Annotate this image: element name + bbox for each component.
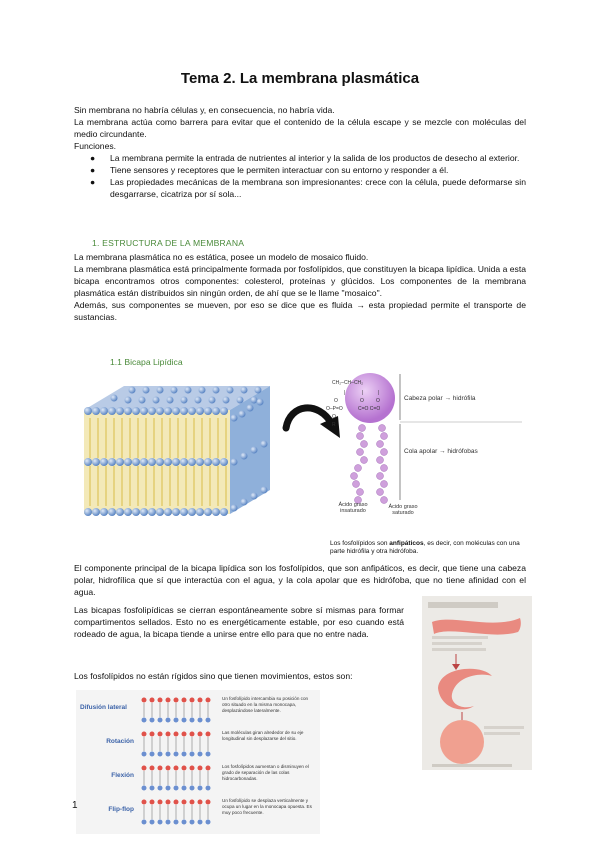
functions-list xyxy=(74,152,526,200)
svg-text:|: | xyxy=(362,390,364,396)
section-structure-text xyxy=(74,251,526,323)
intro-block xyxy=(74,104,526,200)
unsaturated-label: Ácido graso insaturado xyxy=(338,502,368,514)
svg-text:O: O xyxy=(332,414,336,420)
intro-paragraph-2: La membrana actúa como barrera para evitar que el contenido de la célula escape y se mezcle con moléculas del medio circundante. xyxy=(74,117,526,139)
svg-text:O: O xyxy=(360,398,364,404)
page-number: 1 xyxy=(72,800,78,811)
subsection-heading-bilayer: 1.1 Bicapa Lipídica xyxy=(110,357,183,367)
bilayer-paragraph-1: El componente principal de la bicapa lipídica son los fosfolípidos, que son anfipáticos, es decir, que tiene una cabeza polar, hidrofílica que sí que interactúa con el agua, y la cola apolar que es hidrófoba, que no tiene afinidad con el agua. xyxy=(74,563,526,597)
bilayer-paragraph-2: Las bicapas fosfolipídicas se cierran espontáneamente sobre sí mismas para formar compartimentos sellados. Esto no es energéticamente estable, por eso cuando está rodeado de agua, la bicapa tiende a unirse entre ello para que no entre nada. xyxy=(74,605,404,639)
movement-name: Rotación xyxy=(106,738,134,745)
svg-text:CH₂–CH–CH₂: CH₂–CH–CH₂ xyxy=(332,380,364,386)
section-heading-structure: 1. ESTRUCTURA DE LA MEMBRANA xyxy=(92,238,245,248)
movement-name: Difusión lateral xyxy=(80,704,127,711)
lipid-bilayer-illustration xyxy=(74,378,274,520)
svg-text:R: R xyxy=(332,422,336,428)
head-label: Cabeza polar → hidrófila xyxy=(404,395,476,402)
tail-label: Cola apolar → hidrófobas xyxy=(404,448,478,455)
movement-description: Un fosfolípido intercambia su posición con otro situado en la misma monocapa, desplazándose lateralmente. xyxy=(222,696,309,713)
structure-paragraph-3: Además, sus componentes se mueven, por eso se dice que es fluida → esta propiedad permite el transporte de sustancias. xyxy=(74,300,526,322)
functions-label: Funciones. xyxy=(74,141,117,151)
svg-text:O: O xyxy=(376,398,380,404)
svg-text:O: O xyxy=(334,398,338,404)
movement-name: Flexión xyxy=(111,772,134,779)
movements-intro: Los fosfolípidos no están rígidos sino que tienen movimientos, estos son: xyxy=(74,671,353,681)
vesicle-formation-photo xyxy=(422,596,532,770)
intro-paragraph-1: Sin membrana no habría células y, en consecuencia, no habría vida. xyxy=(74,105,335,115)
svg-text:O–P=O: O–P=O xyxy=(326,406,343,412)
phospholipid-movements-figure xyxy=(76,690,320,834)
movement-name: Flip-flop xyxy=(108,806,134,813)
svg-text:|: | xyxy=(344,390,346,396)
svg-text:C=O C=O: C=O C=O xyxy=(358,406,381,412)
movement-description: Un fosfolípido se desplaza verticalmente y ocupa un lugar en la monocapa opuesta. Es muy poco frecuente. xyxy=(222,798,312,815)
movement-description: Los fosfolípidos aumentan o disminuyen el grado de separación de las colas hidrocarbonadas. xyxy=(222,764,309,781)
structure-paragraph-1: La membrana plasmática no es estática, posee un modelo de mosaico fluido. xyxy=(74,252,369,262)
movement-description: Las moléculas giran alrededor de su eje longitudinal sin desplazarse del sitio. xyxy=(222,730,304,741)
list-item: ● Las propiedades mecánicas de la membrana son impresionantes: crece con la célula, puede deformarse sin desgarrarse, cicatriza por sí sola... xyxy=(90,177,526,199)
list-item: ● La membrana permite la entrada de nutrientes al interior y la salida de los productos de desecho al exterior. xyxy=(90,153,520,163)
saturated-label: Ácido graso saturado xyxy=(388,504,418,516)
movement-bilayer-diagrams xyxy=(138,692,218,832)
list-item: ● Tiene sensores y receptores que le permiten interactuar con su entorno y responder a él. xyxy=(90,165,449,175)
svg-text:|: | xyxy=(378,390,380,396)
structure-paragraph-2: La membrana plasmática está principalmente formada por fosfolípidos, que constituyen la bicapa lipídica. Unida a esta bicapa encontramos otros componentes: colesterol, proteínas y glúcidos. Los componentes de la membrana plasmática están distribuidos sin ningún orden, de ahí que se le llame "mosaico". xyxy=(74,264,526,298)
figure-caption: Los fosfolípidos son anfipáticos, es decir, con moléculas con una parte hidrófila y otra hidrófoba. xyxy=(330,540,520,555)
page-title: Tema 2. La membrana plasmática xyxy=(180,70,420,87)
